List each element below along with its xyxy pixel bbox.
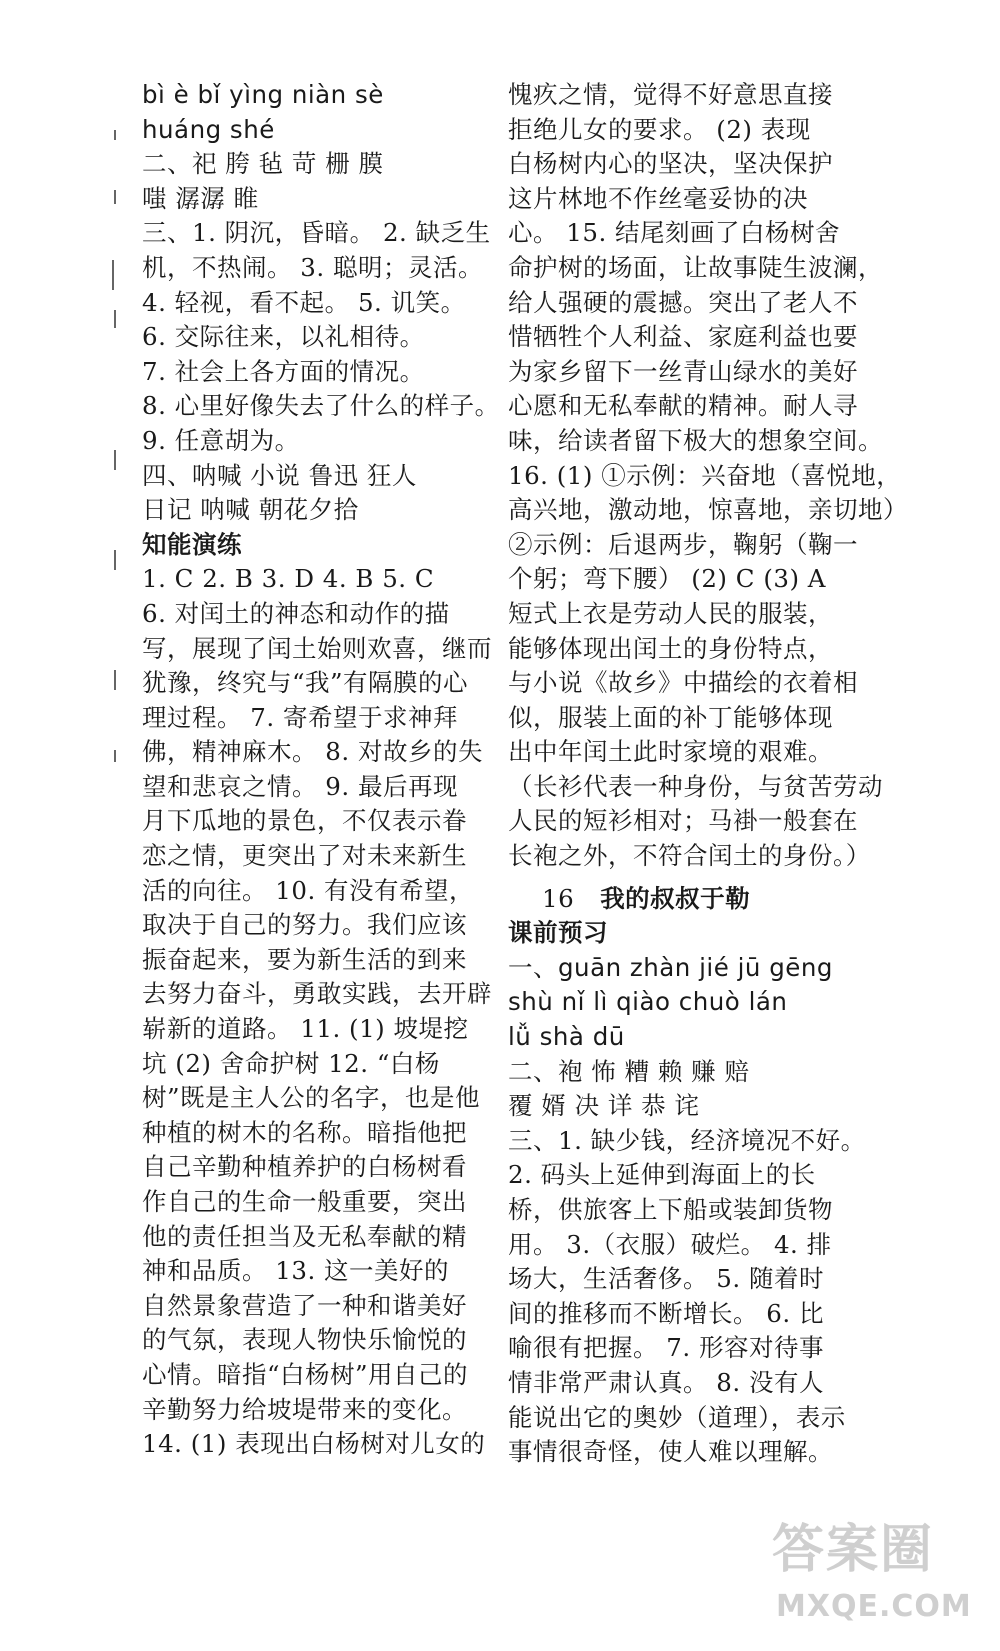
text-line: 14. (1) 表现出白杨树对儿女的 xyxy=(142,1429,486,1459)
text-line: 喻很有把握。 7. 形容对待事 xyxy=(508,1333,824,1363)
text-line: 三、1. 缺少钱，经济境况不好。 xyxy=(508,1125,866,1155)
text-line: 取决于自己的努力。我们应该 xyxy=(142,910,467,940)
text-line: 作自己的生命一般重要，突出 xyxy=(142,1187,467,1216)
text-line: 给人强硬的震撼。突出了老人不 xyxy=(508,287,858,317)
text-line: 个躬；弯下腰） (2) C (3) A xyxy=(508,564,826,594)
pinyin-line: bì è bǐ yìng niàn sè xyxy=(142,80,384,109)
text-line: 的气氛，表现人物快乐愉悦的 xyxy=(142,1325,467,1355)
text-line: 4. 轻视，看不起。 5. 讥笑。 xyxy=(142,287,466,317)
pinyin-line: huáng shé xyxy=(142,114,275,144)
text-line: 恋之情，更突出了对未来新生 xyxy=(142,841,467,871)
text-line: 能说出它的奥妙（道理），表示 xyxy=(508,1402,846,1432)
right-column xyxy=(508,78,908,1470)
text-line: 树”既是主人公的名字，也是他 xyxy=(142,1083,481,1113)
text-line: 日记 呐喊 朝花夕拾 xyxy=(142,495,359,525)
text-line: 8. 心里好像失去了什么的样子。 xyxy=(142,391,500,421)
left-column xyxy=(142,78,500,1462)
text-line: 事情很奇怪，使人难以理解。 xyxy=(508,1437,833,1467)
text-line: 嗤 潺潺 睢 xyxy=(142,183,259,213)
text-line: 情非常严肃认真。 8. 没有人 xyxy=(508,1367,824,1397)
watermark xyxy=(772,1507,972,1637)
text-line: 辛勤努力给坡堤带来的变化。 xyxy=(142,1394,467,1424)
pinyin-line: shù nǐ lì qiào chuò lán xyxy=(508,987,788,1017)
text-line: 用。 3.（衣服）破烂。 4. 排 xyxy=(508,1229,832,1259)
text-line: 种植的树木的名称。暗指他把 xyxy=(142,1117,467,1147)
text-line: 惜牺牲个人利益、家庭利益也要 xyxy=(508,322,858,352)
text-line: 崭新的道路。 11. (1) 坡堤挖 xyxy=(142,1014,469,1044)
text-line: 似，服装上面的补丁能够体现 xyxy=(508,702,833,732)
text-line: 间的推移而不断增长。 6. 比 xyxy=(508,1298,824,1328)
text-line: 为家乡留下一丝青山绿水的美好 xyxy=(508,356,858,386)
text-line: 月下瓜地的景色，不仅表示眷 xyxy=(142,806,467,836)
text-line: 味，给读者留下极大的想象空间。 xyxy=(508,425,883,455)
text-line: 写，展现了闰土始则欢喜，继而 xyxy=(142,633,492,663)
text-line: 机，不热闹。 3. 聪明；灵活。 xyxy=(142,252,483,282)
text-line: 覆 婿 决 详 恭 诧 xyxy=(508,1091,700,1121)
text-line: 桥，供旅客上下船或装卸货物 xyxy=(508,1195,833,1224)
text-line: 佛，精神麻木。 8. 对故乡的失 xyxy=(142,737,483,767)
lesson-number: 16 xyxy=(542,883,575,913)
text-line: 二、袍 怖 糟 赖 赚 赔 xyxy=(508,1056,750,1086)
text-line: 振奋起来，要为新生活的到来 xyxy=(142,944,467,974)
text-line: 这片林地不作丝毫妥协的决 xyxy=(508,183,808,213)
text-line: 望和悲哀之情。 9. 最后再现 xyxy=(142,771,458,801)
text-line: 6. 对闰土的神态和动作的描 xyxy=(142,598,450,628)
text-line: 场大，生活奢侈。 5. 随着时 xyxy=(508,1264,824,1294)
watermark-url: MXQE.COM xyxy=(776,1589,972,1624)
text-line: 短式上衣是劳动人民的服装， xyxy=(508,598,833,628)
text-line: 9. 任意胡为。 xyxy=(142,425,300,455)
text-line: 愧疚之情，觉得不好意思直接 xyxy=(508,80,833,109)
text-line: 三、1. 阴沉，昏暗。 2. 缺乏生 xyxy=(142,218,491,248)
text-line: 2. 码头上延伸到海面上的长 xyxy=(508,1160,816,1190)
pinyin-line: lǚ shà dū xyxy=(508,1022,625,1052)
lesson-title xyxy=(508,882,853,917)
text-line: 心。 15. 结尾刻画了白杨树舍 xyxy=(508,218,841,248)
text-line: 犹豫，终究与“我”有隔膜的心 xyxy=(142,668,469,698)
text-line: 他的责任担当及无私奉献的精 xyxy=(142,1221,467,1251)
text-line: 出中年闰土此时家境的艰难。 xyxy=(508,737,833,767)
text-line: 二、祀 胯 毡 苛 栅 膜 xyxy=(142,149,384,179)
text-line: 长袍之外，不符合闰土的身份。） xyxy=(508,841,871,871)
text-line: 人民的短衫相对；马褂一般套在 xyxy=(508,806,858,836)
watermark-logo: 答案圈 xyxy=(772,1520,935,1580)
text-line: 1. C 2. B 3. D 4. B 5. C xyxy=(142,564,435,594)
lesson-title-text: 我的叔叔于勒 xyxy=(600,883,751,913)
text-line: 高兴地，激动地，惊喜地，亲切地） xyxy=(508,495,908,525)
text-line: 自然景象营造了一种和谐美好 xyxy=(142,1290,467,1320)
text-line: 心情。暗指“白杨树”用自己的 xyxy=(142,1359,469,1389)
text-line: 命护树的场面，让故事陡生波澜， xyxy=(508,252,883,282)
pinyin-line: 一、guān zhàn jié jū gēng xyxy=(508,952,833,982)
text-line: 6. 交际往来，以礼相待。 xyxy=(142,322,425,352)
text-line: 自己辛勤种植养护的白杨树看 xyxy=(142,1152,467,1182)
text-line: 四、呐喊 小说 鲁迅 狂人 xyxy=(142,460,417,490)
text-line: （长衫代表一种身份，与贫苦劳动 xyxy=(508,771,883,801)
section-heading: 知能演练 xyxy=(142,529,242,559)
text-line: 白杨树内心的坚决，坚决保护 xyxy=(508,149,833,179)
binding-marks xyxy=(112,130,122,830)
text-line: 7. 社会上各方面的情况。 xyxy=(142,356,425,386)
text-line: 活的向往。 10. 有没有希望， xyxy=(142,875,475,905)
section-heading: 课前预习 xyxy=(508,918,608,948)
text-line: 能够体现出闰土的身份特点， xyxy=(508,633,833,663)
text-line: 神和品质。 13. 这一美好的 xyxy=(142,1256,450,1286)
text-line: 拒绝儿女的要求。 (2) 表现 xyxy=(508,114,811,144)
text-line: 坑 (2) 舍命护树 12. “白杨 xyxy=(142,1048,440,1078)
text-line: 去努力奋斗，勇敢实践，去开辟 xyxy=(142,979,492,1009)
text-line: ②示例：后退两步，鞠躬（鞠一 xyxy=(508,529,858,559)
text-line: 理过程。 7. 寄希望于求神拜 xyxy=(142,702,458,732)
text-line: 与小说《故乡》中描绘的衣着相 xyxy=(508,668,858,698)
text-line: 心愿和无私奉献的精神。耐人寻 xyxy=(508,391,858,421)
text-line: 16. (1) ①示例：兴奋地（喜悦地， xyxy=(508,460,902,490)
